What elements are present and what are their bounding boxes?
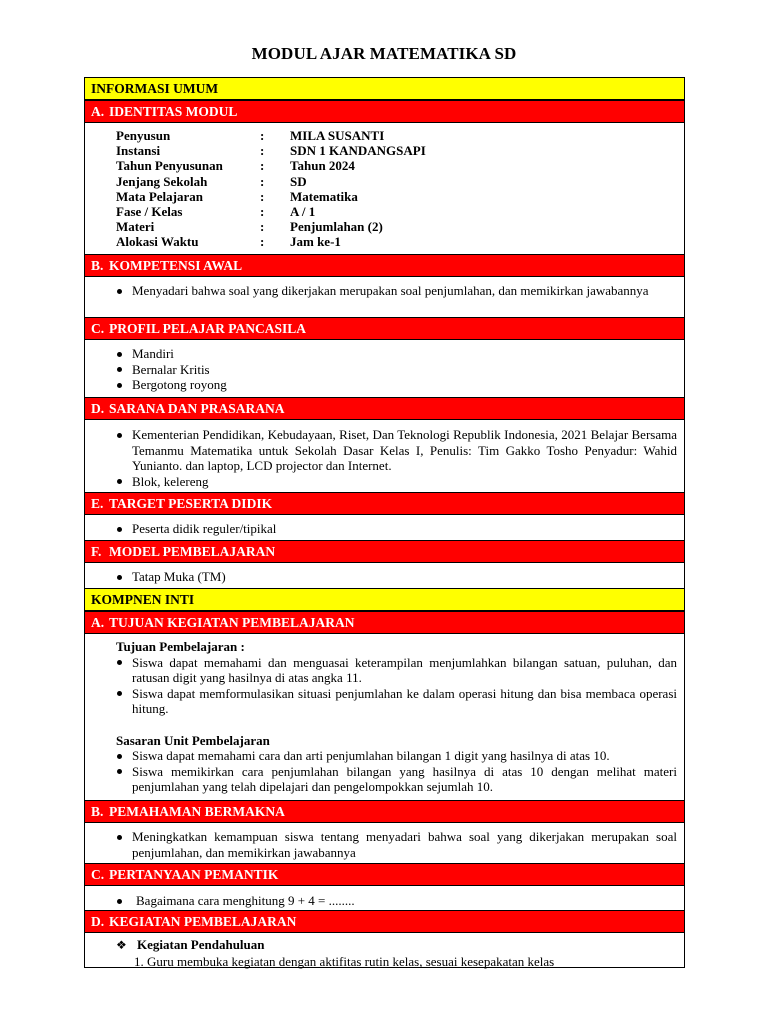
section-code: C. bbox=[91, 321, 105, 336]
kegiatan-pendahuluan-title: Kegiatan Pendahuluan bbox=[137, 937, 265, 952]
section-code: F. bbox=[91, 544, 102, 559]
section-heading: SARANA DAN PRASARANA bbox=[109, 401, 285, 416]
row-label: Materi bbox=[116, 219, 155, 235]
row-value: Penjumlahan (2) bbox=[290, 219, 383, 235]
section-heading: KEGIATAN PEMBELAJARAN bbox=[109, 914, 297, 929]
list-item: Tatap Muka (TM) bbox=[114, 569, 677, 585]
tujuan-kegiatan-header bbox=[84, 611, 685, 634]
pertanyaan-list bbox=[114, 893, 677, 909]
profil-pancasila-header bbox=[84, 317, 685, 340]
section-code: A. bbox=[91, 615, 105, 630]
identitas-row-materi bbox=[116, 219, 426, 234]
section-heading: PEMAHAMAN BERMAKNA bbox=[109, 804, 285, 819]
list-item: Bergotong royong bbox=[114, 377, 677, 393]
pemahaman-list bbox=[114, 829, 677, 860]
row-label: Tahun Penyusunan bbox=[116, 158, 223, 174]
identitas-table bbox=[116, 128, 426, 250]
list-item: Siswa memikirkan cara penjumlahan bilangan yang hasilnya di atas 10 dengan melihat materi penjumlahan yang telah dipelajari dan pengelompokkan sejumlah 10. bbox=[114, 764, 677, 795]
list-item: Blok, kelereng bbox=[114, 474, 677, 490]
kompetensi-awal-list bbox=[114, 283, 677, 299]
kompetensi-awal-header bbox=[84, 254, 685, 277]
row-value: SD bbox=[290, 173, 307, 189]
identitas-row-alokasi bbox=[116, 234, 426, 249]
row-colon: : bbox=[260, 158, 265, 174]
diamond-bullet-icon: ❖ bbox=[116, 938, 127, 952]
pertanyaan-pemantik-header bbox=[84, 863, 685, 886]
header-label: KOMPNEN INTI bbox=[91, 592, 195, 607]
identitas-row-fase bbox=[116, 204, 426, 219]
sarana-list bbox=[114, 427, 677, 489]
identitas-row-instansi bbox=[116, 143, 426, 158]
row-colon: : bbox=[260, 128, 265, 143]
section-heading: IDENTITAS MODUL bbox=[109, 104, 238, 119]
section-heading: PROFIL PELAJAR PANCASILA bbox=[109, 321, 307, 336]
section-code: C. bbox=[91, 867, 105, 882]
row-value: A / 1 bbox=[290, 203, 316, 219]
row-colon: : bbox=[260, 143, 265, 159]
sasaran-subheading: Sasaran Unit Pembelajaran bbox=[116, 732, 270, 748]
spacer bbox=[114, 717, 677, 733]
row-colon: : bbox=[260, 219, 265, 235]
identitas-row-mapel bbox=[116, 189, 426, 204]
list-item: Bagaimana cara menghitung 9 + 4 = ........ bbox=[114, 893, 677, 909]
header-label: INFORMASI UMUM bbox=[91, 81, 219, 96]
section-heading: TUJUAN KEGIATAN PEMBELAJARAN bbox=[109, 615, 355, 630]
list-item: Menyadari bahwa soal yang dikerjakan merupakan soal penjumlahan, dan memikirkan jawabannya bbox=[114, 283, 677, 299]
list-item: Mandiri bbox=[114, 346, 677, 362]
list-item: Kementerian Pendidikan, Kebudayaan, Riset, Dan Teknologi Republik Indonesia, 2021 Belajar Bersama Temanmu Matematika untuk Sekolah Dasar Kelas I, Penulis: Tim Gakko Tosho Penyadur: Wahid Yunianto. dan laptop, LCD projector dan Internet. bbox=[114, 427, 677, 474]
target-peserta-header bbox=[84, 492, 685, 515]
section-heading: MODEL PEMBELAJARAN bbox=[109, 544, 276, 559]
list-item: Siswa dapat memahami cara dan arti penjumlahan bilangan 1 digit yang hasilnya di atas 10. bbox=[114, 748, 677, 764]
row-value: Matematika bbox=[290, 188, 358, 204]
page-title: MODUL AJAR MATEMATIKA SD bbox=[251, 44, 517, 63]
section-code: E. bbox=[91, 496, 104, 511]
row-value: Jam ke-1 bbox=[290, 234, 341, 250]
row-value: SDN 1 KANDANGSAPI bbox=[290, 143, 426, 159]
row-label: Instansi bbox=[116, 143, 161, 159]
section-code: B. bbox=[91, 258, 104, 273]
list-item: Siswa dapat memformulasikan situasi penjumlahan ke dalam operasi hitung dan bisa membaca operasi hitung. bbox=[114, 686, 677, 717]
model-list bbox=[114, 569, 677, 585]
row-label: Jenjang Sekolah bbox=[116, 173, 208, 189]
profil-list bbox=[114, 346, 677, 393]
row-value: Tahun 2024 bbox=[290, 158, 355, 174]
list-item: Peserta didik reguler/tipikal bbox=[114, 521, 677, 537]
section-heading: PERTANYAAN PEMANTIK bbox=[109, 867, 279, 882]
list-item: Meningkatkan kemampuan siswa tentang menyadari bahwa soal yang dikerjakan merupakan soal penjumlahan, dan memikirkan jawabannya bbox=[114, 829, 677, 860]
tujuan-subheading: Tujuan Pembelajaran : bbox=[116, 639, 245, 654]
section-heading: TARGET PESERTA DIDIK bbox=[109, 496, 273, 511]
section-code: D. bbox=[91, 914, 105, 929]
section-code: D. bbox=[91, 401, 105, 416]
row-label: Penyusun bbox=[116, 128, 171, 143]
sarana-prasarana-header bbox=[84, 397, 685, 420]
section-code: B. bbox=[91, 804, 104, 819]
list-item: Siswa dapat memahami dan menguasai keterampilan menjumlahkan bilangan satuan, puluhan, dan ratusan digit yang hasilnya di atas angka 11. bbox=[114, 655, 677, 686]
section-code: A. bbox=[91, 104, 105, 119]
identitas-modul-header bbox=[84, 100, 685, 123]
identitas-row-jenjang bbox=[116, 174, 426, 189]
identitas-row-tahun bbox=[116, 158, 426, 173]
row-colon: : bbox=[260, 203, 265, 219]
kegiatan-pembelajaran-header bbox=[84, 910, 685, 933]
section-heading: KOMPETENSI AWAL bbox=[109, 258, 243, 273]
identitas-row-penyusun bbox=[116, 128, 426, 143]
row-colon: : bbox=[260, 188, 265, 204]
informasi-umum-header bbox=[84, 77, 685, 100]
model-pembelajaran-header bbox=[84, 540, 685, 563]
row-colon: : bbox=[260, 173, 265, 189]
tujuan-content bbox=[114, 639, 677, 795]
numbered-item: 1. Guru membuka kegiatan dengan aktifitas rutin kelas, sesuai kesepakatan kelas bbox=[134, 954, 555, 969]
pemahaman-bermakna-header bbox=[84, 800, 685, 823]
target-list bbox=[114, 521, 677, 537]
row-value: MILA SUSANTI bbox=[290, 128, 385, 143]
list-item: Bernalar Kritis bbox=[114, 362, 677, 378]
row-label: Fase / Kelas bbox=[116, 203, 183, 219]
row-colon: : bbox=[260, 234, 265, 250]
row-label: Alokasi Waktu bbox=[116, 234, 199, 250]
row-label: Mata Pelajaran bbox=[116, 188, 204, 204]
komponen-inti-header bbox=[84, 588, 685, 611]
